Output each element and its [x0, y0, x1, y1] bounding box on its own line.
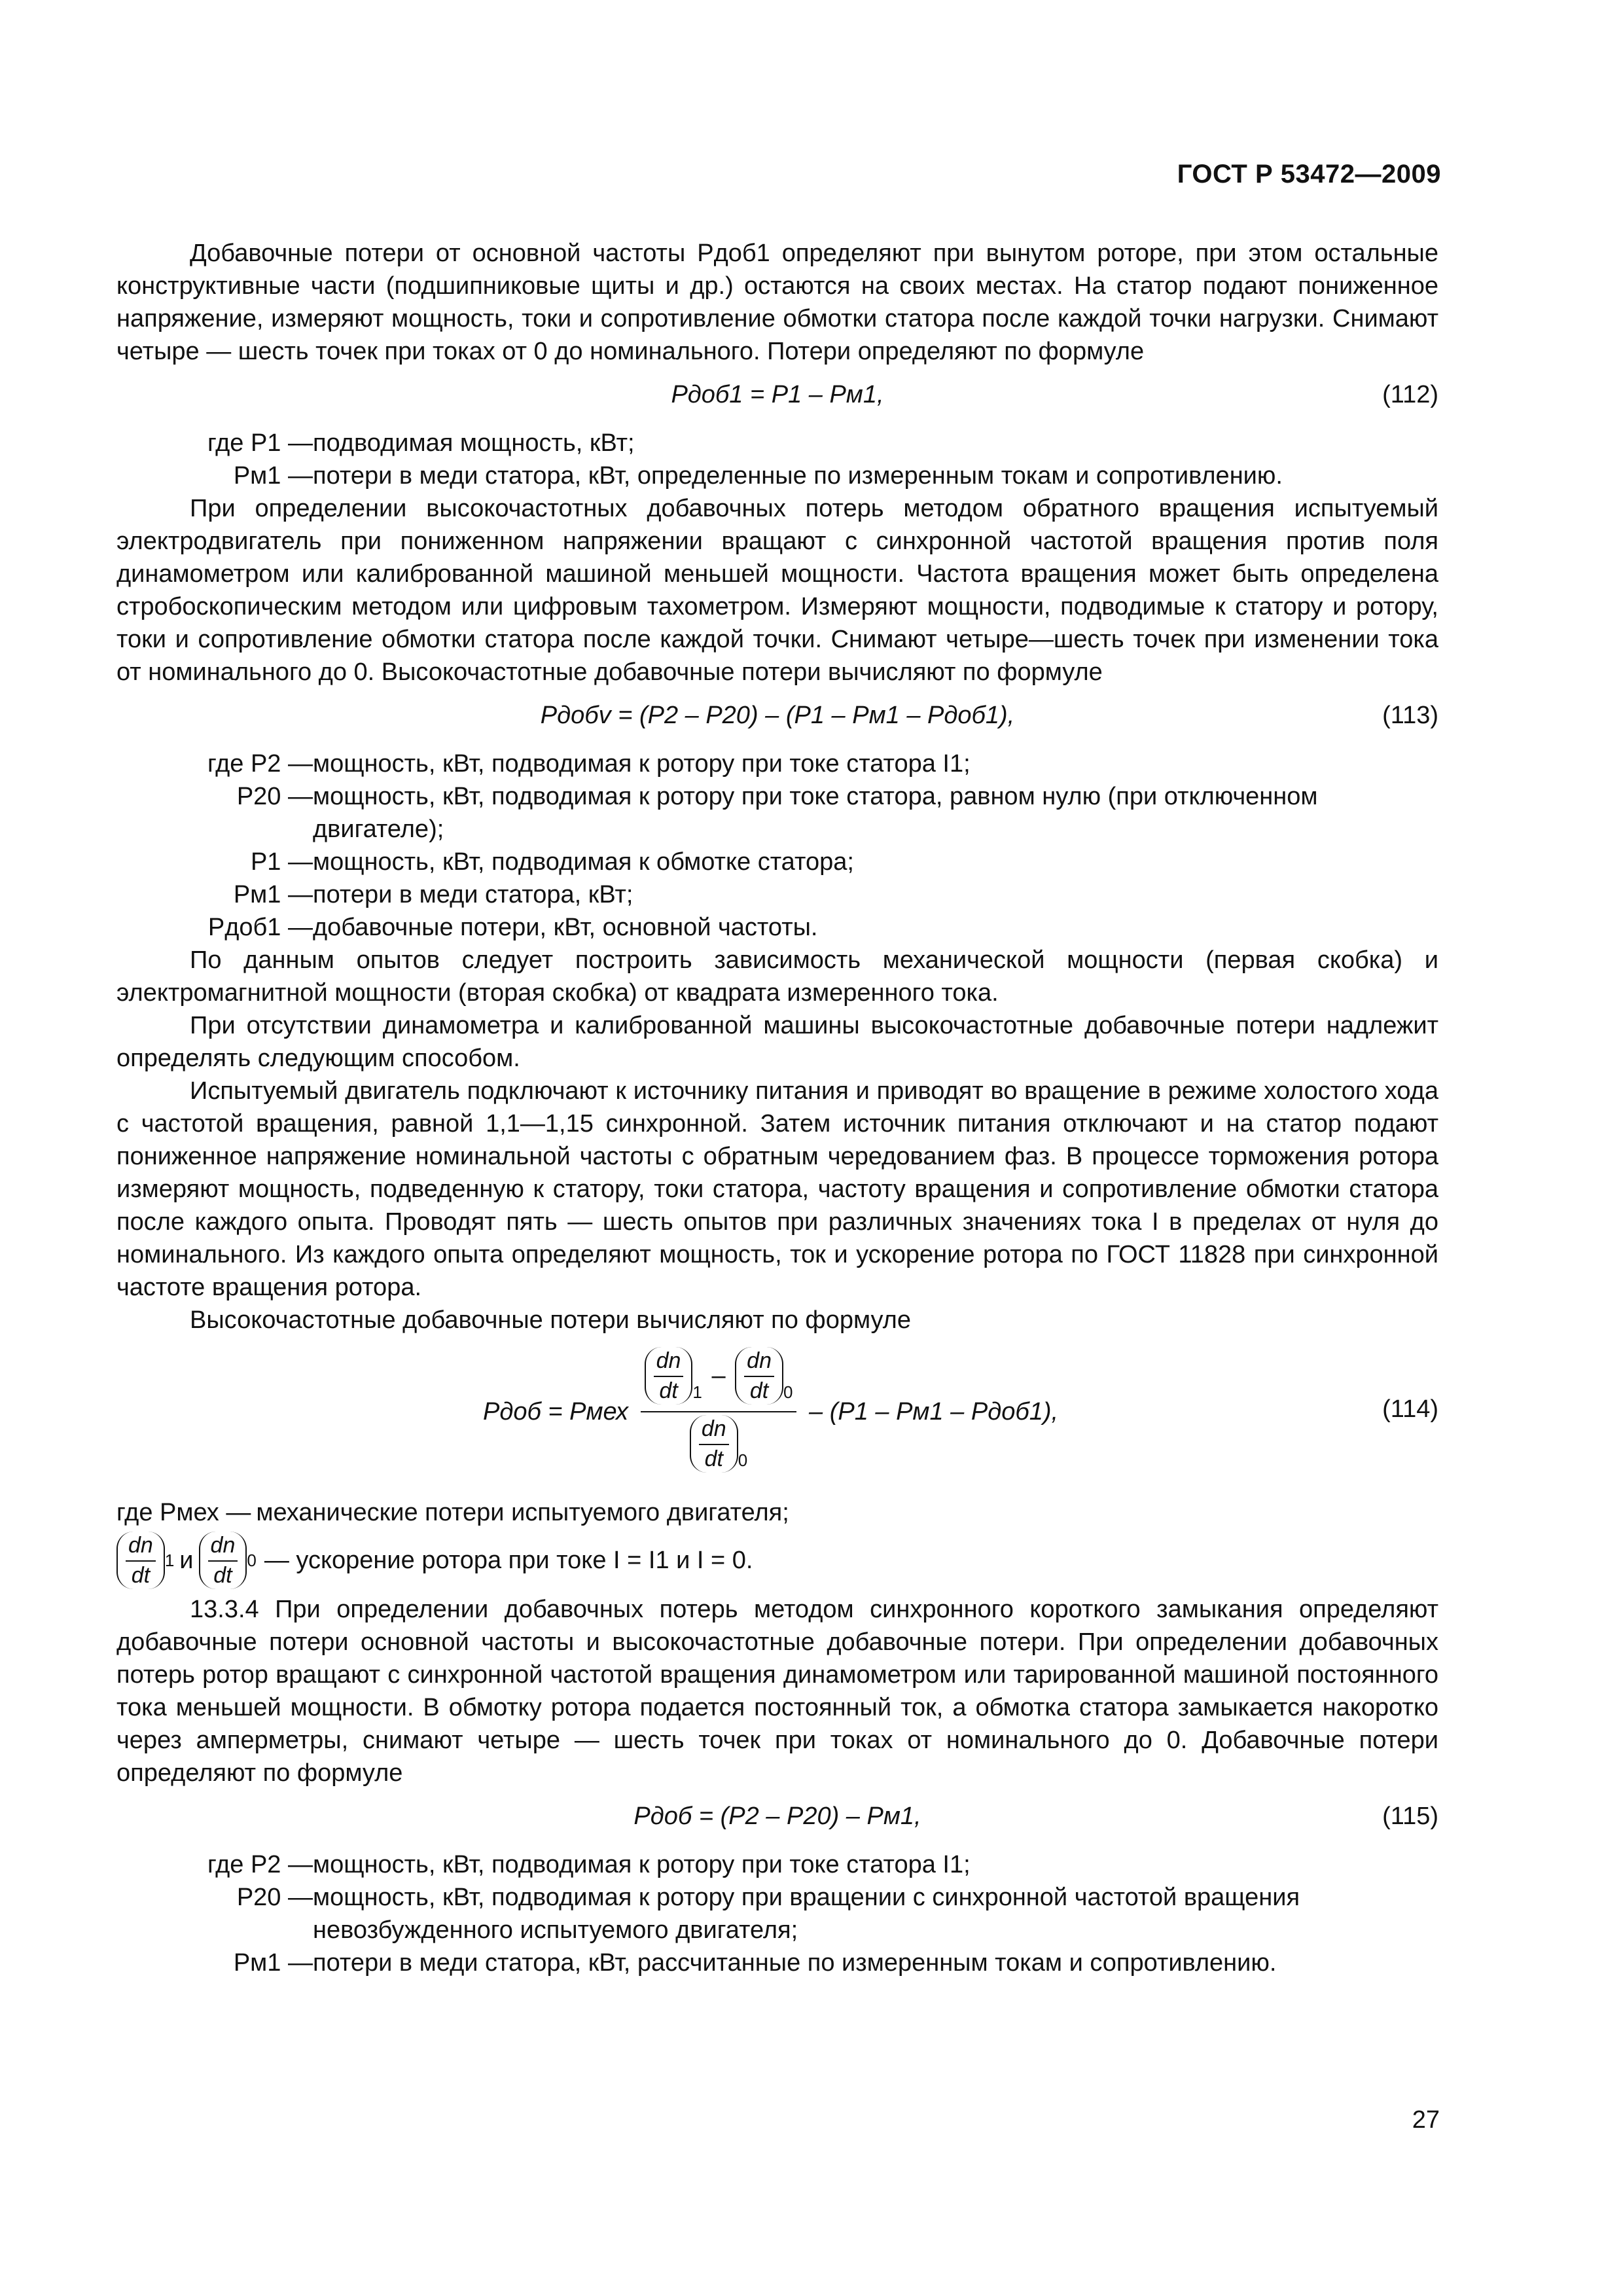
derivative-dn: dn	[699, 1415, 729, 1445]
page-number: 27	[1412, 2106, 1440, 2134]
derivative-subscript: 0	[247, 1551, 257, 1570]
where-item	[116, 878, 1438, 911]
where-item	[116, 427, 1438, 459]
where-item	[116, 911, 1438, 944]
where-text: механические потери испытуемого двигателя;	[256, 1499, 789, 1526]
formula-expression	[483, 1347, 1058, 1477]
where-item	[116, 1881, 1438, 1946]
derivative-subscript: 0	[783, 1382, 793, 1403]
paragraph: Высокочастотные добавочные потери вычисляют по формуле	[190, 1306, 911, 1334]
where-text: добавочные потери, кВт, основной частоты.	[313, 914, 818, 941]
where-text: потери в меди статора, кВт;	[313, 881, 633, 908]
derivative-1	[645, 1347, 693, 1405]
derivative-0-denominator	[690, 1415, 738, 1473]
where-text: мощность, кВт, подводимая к ротору при токе статора I1;	[313, 750, 971, 778]
formula-expression: Pдоб1 = P1 – Pм1,	[671, 381, 884, 408]
where-item	[116, 459, 1438, 492]
where-label: P20 —	[236, 1884, 313, 1911]
where-text: мощность, кВт, подводимая к ротору при токе статора, равном нулю (при отключенном двигателе);	[313, 783, 1318, 843]
fraction	[641, 1347, 797, 1477]
where-label: где P2 —	[207, 750, 313, 778]
where-item	[116, 1848, 1438, 1881]
formula-rhs: – (P1 – Pм1 – Pдоб1),	[809, 1398, 1059, 1426]
formula-112	[116, 374, 1438, 418]
where-text: потери в меди статора, кВт, определенные по измеренным токам и сопротивлению.	[313, 462, 1283, 490]
derivative-dt: dt	[704, 1446, 723, 1472]
derivative-dn: dn	[208, 1532, 238, 1562]
paragraph: По данным опытов следует построить зависимость механической мощности (первая скобка) и электромагнитной мощности (вторая скобка) от квадрата измеренного тока.	[116, 946, 1438, 1007]
derivative-0	[199, 1532, 247, 1589]
where-label: Pм1 —	[233, 881, 313, 908]
where-text: подводимая мощность, кВт;	[313, 429, 635, 457]
where-label: P1 —	[250, 848, 313, 876]
where-label: где P2 —	[207, 1851, 313, 1878]
derivative-dn: dn	[126, 1532, 156, 1562]
where-label: Pм1 —	[233, 462, 313, 490]
where-item	[116, 780, 1438, 846]
paragraph: 13.3.4 При определении добавочных потерь методом синхронного короткого замыкания определяют добавочные потери основной частоты и высокочастотные добавочные потери. При определении добавочных потерь ротор вращают с синхронной частотой вращения динамометром или тарированной машиной постоянного тока меньшей мощности. В обмотку ротора подается постоянный ток, а обмотка статора замыкается накоротко через амперметры, снимают четыре — шесть точек при токах от номинального до 0. Добавочные потери определяют по формуле	[116, 1596, 1438, 1787]
where-label: P20 —	[236, 783, 313, 810]
derivative-dt: dt	[659, 1378, 678, 1403]
fraction-denominator	[641, 1412, 797, 1477]
where-item	[116, 846, 1438, 878]
where-text: — ускорение ротора при токе I = I1 и I = 0.	[264, 1547, 753, 1574]
where-label: где Pмех —	[116, 1499, 251, 1526]
formula-expression: Pдоб = (P2 – P20) – Pм1,	[633, 1803, 921, 1830]
paragraph: При определении высокочастотных добавочных потерь методом обратного вращения испытуемый электродвигатель при пониженном напряжении вращают с синхронной частотой вращения против поля динамометром или калиброванной машиной меньшей мощности. Частота вращения может быть определена стробоскопическим методом или цифровым тахометром. Измеряют мощности, подводимые к статору и ротору, токи и сопротивление обмотки статора после каждой точки. Снимают четыре—шесть точек при изменении тока от номинального до 0. Высокочастотные добавочные потери вычисляют по формуле	[116, 495, 1438, 686]
standard-header: ГОСТ Р 53472—2009	[1177, 160, 1441, 188]
where-text: мощность, кВт, подводимая к ротору при вращении с синхронной частотой вращения невозбужденного испытуемого двигателя;	[313, 1884, 1300, 1944]
formula-115	[116, 1796, 1438, 1839]
where-label: где P1 —	[207, 429, 313, 457]
where-item	[116, 747, 1438, 780]
derivative-dt: dt	[213, 1563, 232, 1588]
formula-number: (113)	[1382, 702, 1438, 729]
where-label: Pдоб1 —	[207, 914, 313, 941]
paragraph: Добавочные потери от основной частоты Pдоб1 определяют при вынутом роторе, при этом остальные конструктивные части (подшипниковые щиты и др.) остаются на своих местах. На статор подают пониженное напряжение, измеряют мощность, токи и сопротивление обмотки статора после каждой точки нагрузки. Снимают четыре — шесть точек при токах от 0 до номинального. Потери определяют по формуле	[116, 240, 1438, 365]
formula-113	[116, 695, 1438, 738]
derivative-subscript: 1	[692, 1382, 702, 1403]
derivative-subscript: 1	[164, 1551, 175, 1570]
paragraph: Испытуемый двигатель подключают к источнику питания и приводят во вращение в режиме холостого хода с частотой вращения, равной 1,1—1,15 синхронной. Затем источник питания отключают и на статор подают пониженное напряжение номинальной частоты с обратным чередованием фаз. В процессе торможения ротора измеряют мощность, подведенную к статору, токи статора, частоту вращения и сопротивление обмотки статора после каждого опыта. Проводят пять — шесть опытов при различных значениях тока I в пределах от нуля до номинального. Из каждого опыта определяют мощность, ток и ускорение ротора по ГОСТ 11828 при синхронной частоте вращения ротора.	[116, 1077, 1438, 1301]
where-item	[116, 1946, 1438, 1979]
derivative-0	[735, 1347, 783, 1405]
derivative-1	[116, 1532, 165, 1589]
fraction-numerator	[641, 1347, 797, 1412]
derivative-dt: dt	[131, 1563, 151, 1588]
where-text: потери в меди статора, кВт, рассчитанные по измеренным токам и сопротивлению.	[313, 1949, 1277, 1977]
formula-lhs: Pдоб = Pмех	[483, 1398, 629, 1426]
minus-sign: –	[711, 1362, 726, 1390]
derivative-dn: dn	[654, 1347, 684, 1377]
where-label: Pм1 —	[233, 1949, 313, 1977]
derivative-dt: dt	[749, 1378, 769, 1403]
derivative-subscript: 0	[738, 1450, 748, 1471]
formula-number: (115)	[1382, 1803, 1438, 1830]
where-item	[116, 1496, 1438, 1529]
and-word: и	[179, 1547, 194, 1574]
document-body	[116, 237, 1438, 1979]
where-text: мощность, кВт, подводимая к обмотке статора;	[313, 848, 854, 876]
derivative-dn: dn	[744, 1347, 774, 1377]
paragraph: При отсутствии динамометра и калиброванной машины высокочастотные добавочные потери надлежит определять следующим способом.	[116, 1012, 1438, 1072]
where-item	[116, 1532, 1438, 1589]
formula-number: (112)	[1382, 381, 1438, 408]
formula-expression: Pдобv = (P2 – P20) – (P1 – Pм1 – Pдоб1),	[540, 702, 1015, 729]
formula-114	[116, 1340, 1438, 1484]
where-text: мощность, кВт, подводимая к ротору при токе статора I1;	[313, 1851, 971, 1878]
formula-number: (114)	[1382, 1395, 1438, 1423]
